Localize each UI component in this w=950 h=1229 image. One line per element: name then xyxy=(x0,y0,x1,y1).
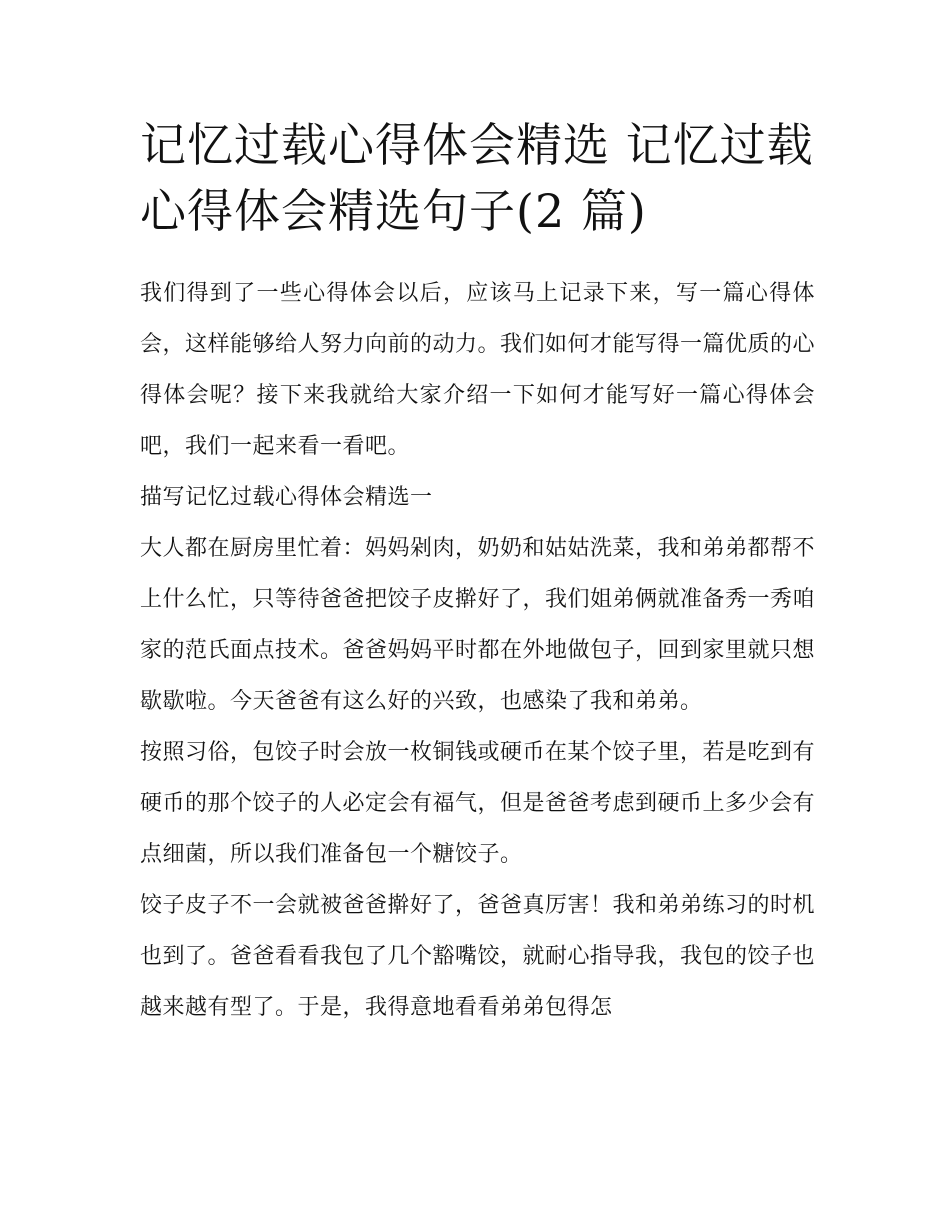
body-paragraph: 按照习俗，包饺子时会放一枚铜钱或硬币在某个饺子里，若是吃到有硬币的那个饺子的人必定会有福气，但是爸爸考虑到硬币上多少会有点细菌，所以我们准备包一个糖饺子。 xyxy=(140,740,816,867)
document-title: 记忆过载心得体会精选 记忆过载心得体会精选句子(2 篇) xyxy=(140,118,814,238)
document-body xyxy=(140,268,815,1033)
section-heading: 描写记忆过载心得体会精选一 xyxy=(140,485,433,510)
body-paragraph: 大人都在厨房里忙着：妈妈剁肉，奶奶和姑姑洗菜，我和弟弟都帮不上什么忙，只等待爸爸把饺子皮擀好了，我们姐弟俩就准备秀一秀咱家的范氏面点技术。爸爸妈妈平时都在外地做包子，回到家里就只想歇歇啦。今天爸爸有这么好的兴致，也感染了我和弟弟。 xyxy=(140,536,816,714)
body-paragraph: 饺子皮子不一会就被爸爸擀好了，爸爸真厉害！我和弟弟练习的时机也到了。爸爸看看我包了几个豁嘴饺，就耐心指导我，我包的饺子也越来越有型了。于是，我得意地看看弟弟包得怎 xyxy=(140,893,816,1020)
document-content xyxy=(140,112,815,1033)
intro-paragraph: 我们得到了一些心得体会以后，应该马上记录下来，写一篇心得体会，这样能够给人努力向前的动力。我们如何才能写得一篇优质的心得体会呢？接下来我就给大家介绍一下如何才能写好一篇心得体会吧，我们一起来看一看吧。 xyxy=(140,281,816,459)
